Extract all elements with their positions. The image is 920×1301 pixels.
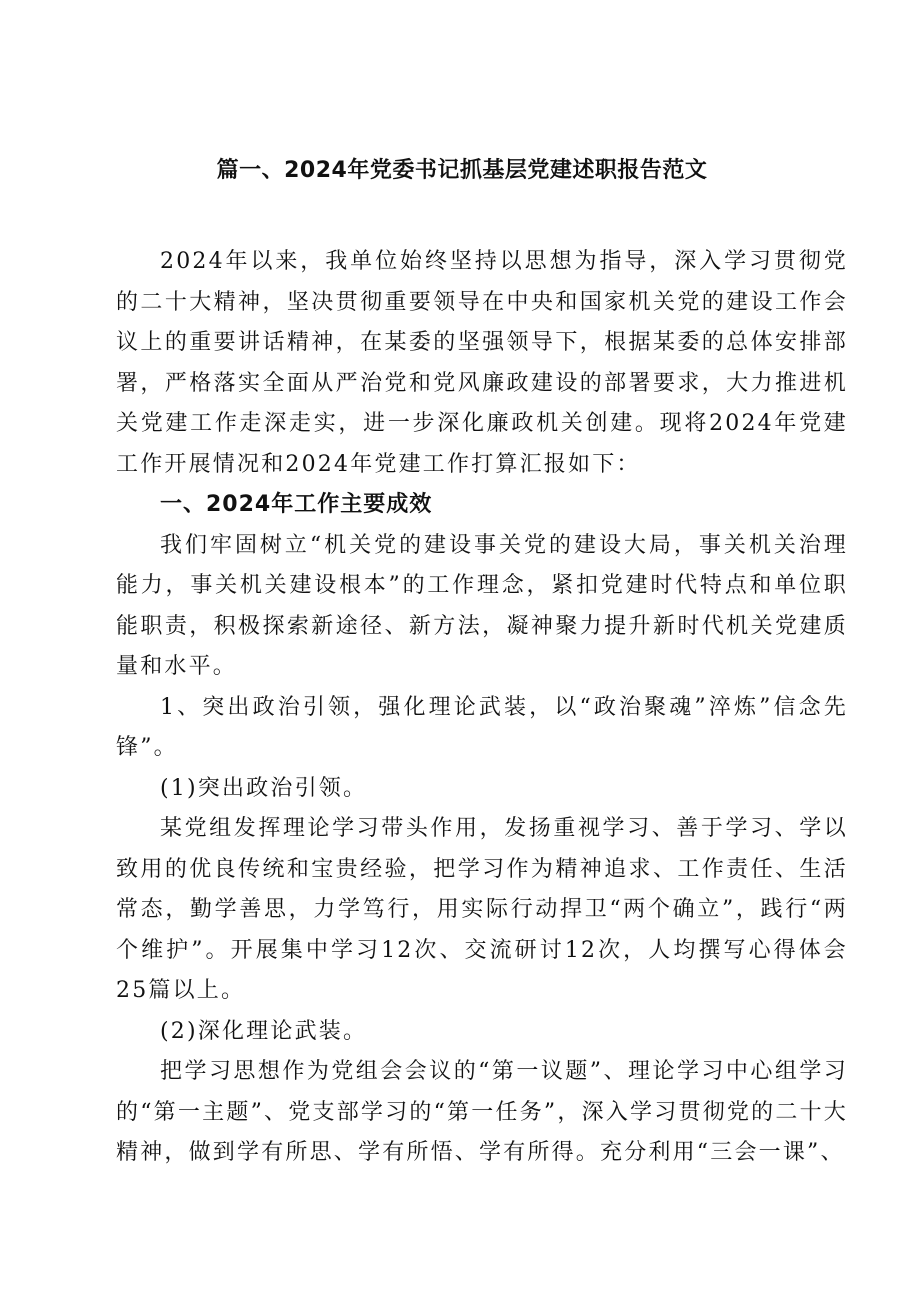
body-paragraph: 把学习思想作为党组会会议的“第一议题”、理论学习中心组学习的“第一主题”、党支部学习的“第一任务”，深入学习贯彻党的二十大精神，做到学有所思、学有所悟、学有所得。充分利用“三会一课”、 bbox=[116, 1059, 848, 1165]
document-body bbox=[116, 242, 848, 1174]
subitem-heading: (2)深化理论武装。 bbox=[160, 1018, 368, 1044]
subitem-heading: (1)突出政治引领。 bbox=[160, 775, 368, 801]
body-paragraph: 某党组发挥理论学习带头作用，发扬重视学习、善于学习、学以致用的优良传统和宝贵经验，把学习作为精神追求、工作责任、生活常态，勤学善思，力学笃行，用实际行动捍卫“两个确立”，践行“两个维护”。开展集中学习12次、交流研讨12次，人均撰写心得体会25篇以上。 bbox=[116, 816, 848, 1003]
subsection-heading: 1、突出政治引领，强化理论武装，以“政治聚魂”淬炼”信念先锋”。 bbox=[116, 694, 848, 760]
body-paragraph: 我们牢固树立“机关党的建设事关党的建设大局，事关机关治理能力，事关机关建设根本”的工作理念，紧扣党建时代特点和单位职能职责，积极探索新途径、新方法，凝神聚力提升新时代机关党建质量和水平。 bbox=[116, 532, 848, 679]
document-title: 篇一、2024年党委书记抓基层党建述职报告范文 bbox=[216, 158, 708, 183]
intro-paragraph: 2024年以来，我单位始终坚持以思想为指导，深入学习贯彻党的二十大精神，坚决贯彻重要领导在中央和国家机关党的建设工作会议上的重要讲话精神，在某委的坚强领导下，根据某委的总体安排部署，严格落实全面从严治党和党风廉政建设的部署要求，大力推进机关党建工作走深走实，进一步深化廉政机关创建。现将2024年党建工作开展情况和2024年党建工作打算汇报如下： bbox=[116, 249, 848, 477]
section-heading: 一、2024年工作主要成效 bbox=[160, 492, 433, 517]
